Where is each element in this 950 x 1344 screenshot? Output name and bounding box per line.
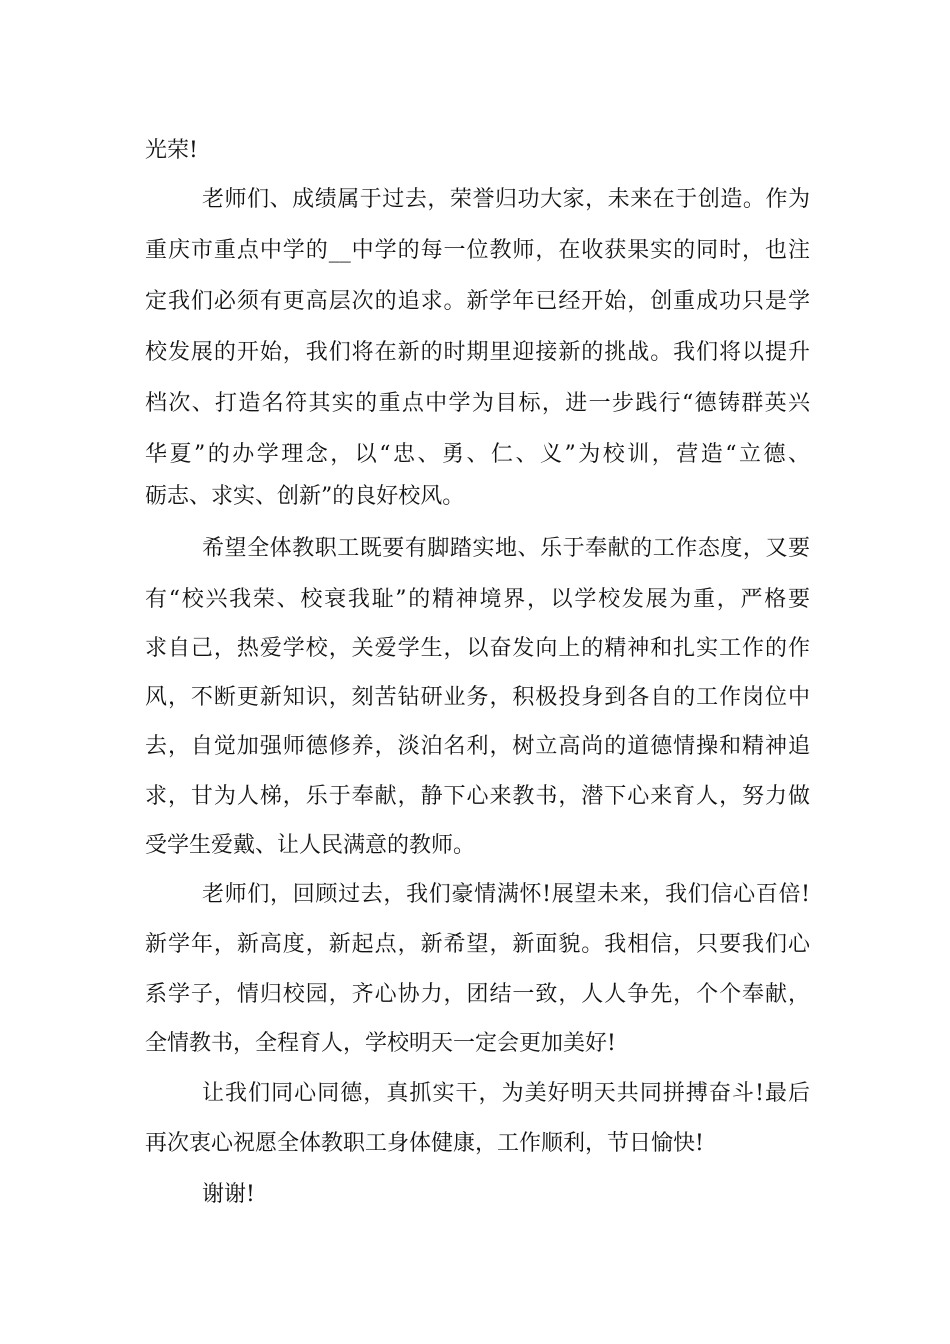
paragraph-first-line: 希望全体教职工既要有脚踏实地、乐于奉献的工作态度，又要 — [202, 536, 810, 561]
closing-line: 谢谢! — [202, 1182, 255, 1207]
text-line: 去，自觉加强师德修养，淡泊名利，树立高尚的道德情操和精神追 — [145, 734, 810, 759]
text-line: 定我们必须有更高层次的追求。新学年已经开始，创重成功只是学 — [145, 289, 810, 314]
text-line: 全情教书，全程育人，学校明天一定会更加美好! — [145, 1031, 616, 1056]
text-line: 系学子，情归校园，齐心协力，团结一致，人人争先，个个奉献， — [145, 982, 810, 1007]
text-line: 风，不断更新知识，刻苦钻研业务，积极投身到各自的工作岗位中 — [145, 685, 810, 710]
paragraph-first-line: 让我们同心同德，真抓实干，为美好明天共同拼搏奋斗!最后 — [202, 1081, 810, 1106]
text-line: 新学年，新高度，新起点，新希望，新面貌。我相信，只要我们心 — [145, 932, 810, 957]
paragraph-first-line: 老师们、成绩属于过去，荣誉归功大家，未来在于创造。作为 — [202, 187, 810, 212]
text-line: 重庆市重点中学的__中学的每一位教师，在收获果实的同时，也注 — [145, 238, 810, 263]
text-line: 有“校兴我荣、校衰我耻”的精神境界，以学校发展为重，严格要 — [145, 587, 810, 612]
text-line: 受学生爱戴、让人民满意的教师。 — [145, 833, 476, 858]
text-line: 华夏”的办学理念，以“忠、勇、仁、义”为校训，营造“立德、 — [145, 442, 810, 467]
text-line: 校发展的开始，我们将在新的时期里迎接新的挑战。我们将以提升 — [145, 340, 810, 365]
text-line: 档次、打造名符其实的重点中学为目标，进一步践行“德铸群英兴 — [145, 391, 810, 416]
text-line: 再次衷心祝愿全体教职工身体健康，工作顺利，节日愉快! — [145, 1131, 704, 1156]
paragraph-first-line: 老师们，回顾过去，我们豪情满怀!展望未来，我们信心百倍! — [202, 882, 810, 907]
text-line: 求，甘为人梯，乐于奉献，静下心来教书，潜下心来育人，努力做 — [145, 784, 810, 809]
text-line: 砺志、求实、创新”的良好校风。 — [145, 484, 465, 509]
text-line: 光荣! — [145, 138, 198, 163]
text-line: 求自己，热爱学校，关爱学生，以奋发向上的精神和扎实工作的作 — [145, 636, 810, 661]
